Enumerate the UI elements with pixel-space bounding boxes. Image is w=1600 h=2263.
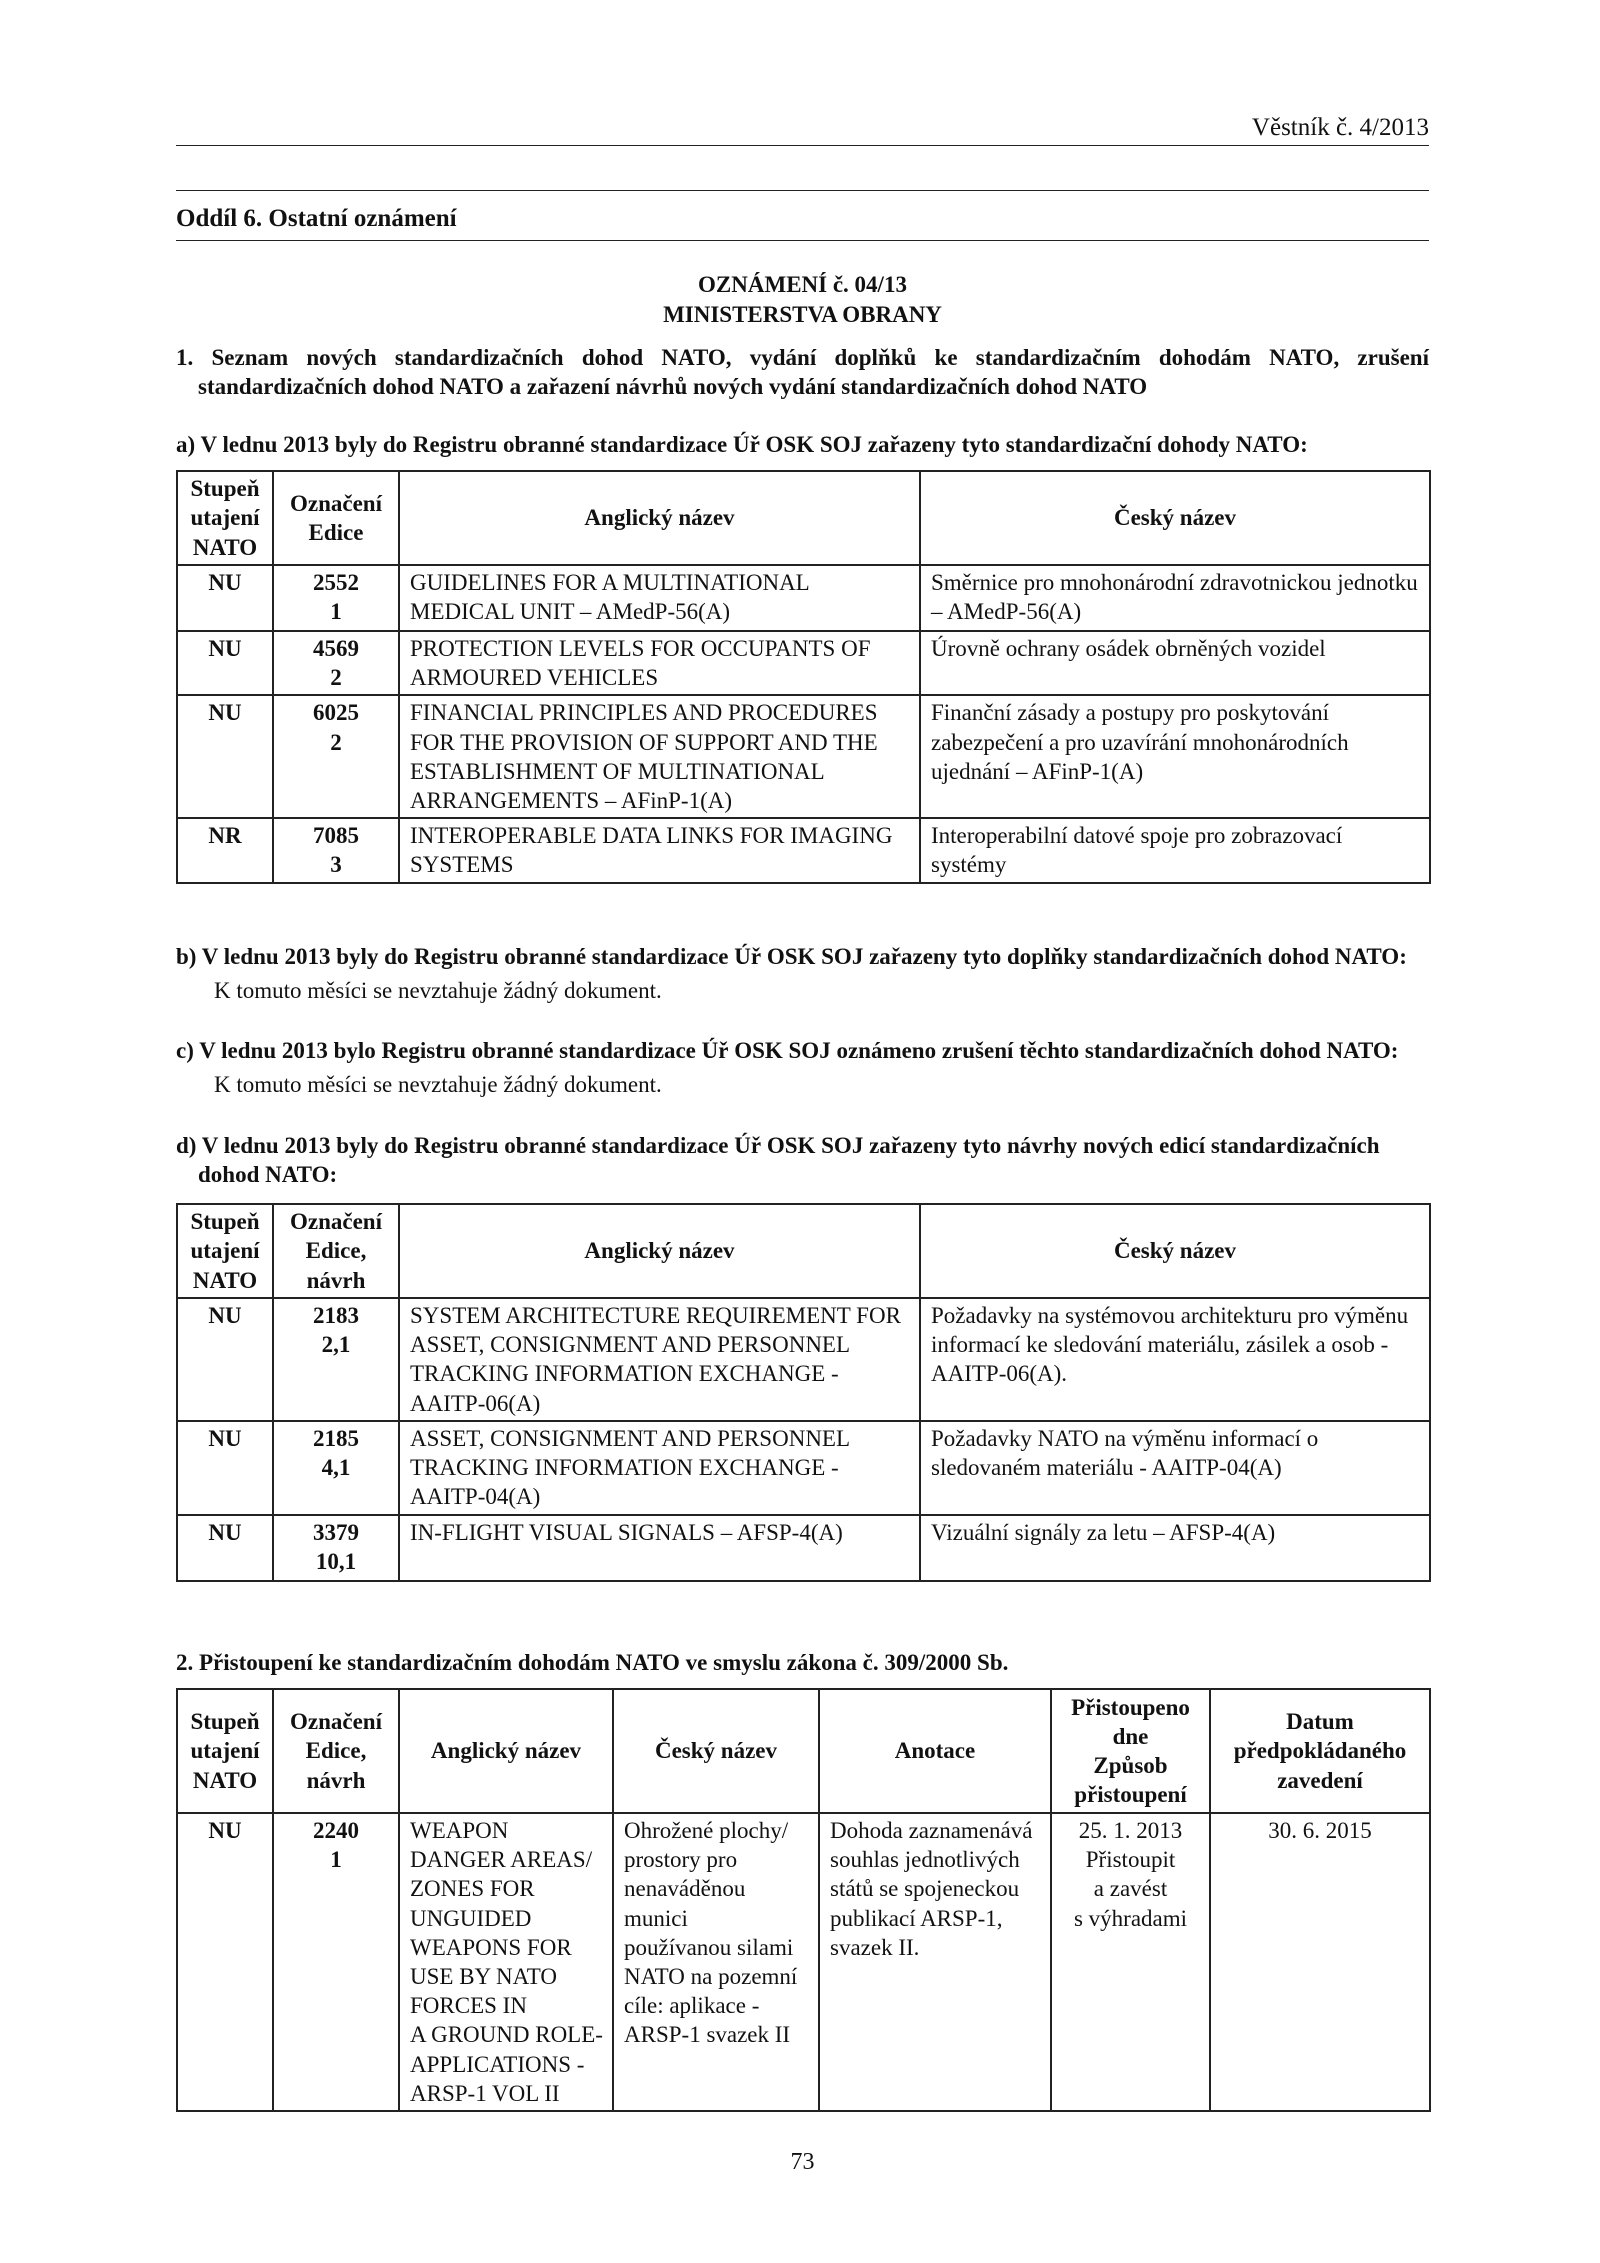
part-b-heading: b) V lednu 2013 byly do Registru obranné standardizace Úř OSK SOJ zařazeny tyto doplňky standardizačních dohod NATO: [176,944,1407,969]
table-header-row [177,1204,1430,1298]
header-designation: Označení Edice [273,471,399,565]
cell-level: NR [177,818,273,882]
table-header-row [177,471,1430,565]
header-implementation-date: Datum předpokládaného zavedení [1210,1689,1430,1813]
cell-english: IN-FLIGHT VISUAL SIGNALS – AFSP-4(A) [399,1515,920,1581]
header-czech: Český název [920,1204,1430,1298]
cell-czech: Požadavky NATO na výměnu informací o sledovaném materiálu - AAITP-04(A) [920,1421,1430,1515]
item-2-heading: 2. Přistoupení ke standardizačním dohodám NATO ve smyslu zákona č. 309/2000 Sb. [176,1650,1009,1675]
table-accession [176,1688,1431,2112]
header-designation: Označení Edice, návrh [273,1689,399,1813]
cell-czech: Finanční zásady a postupy pro poskytování zabezpečení a pro uzavírání mnohonárodních ujednání – AFinP-1(A) [920,695,1430,818]
cell-czech: Interoperabilní datové spoje pro zobrazovací systémy [920,818,1430,882]
cell-designation: 6025 2 [273,695,399,818]
cell-english: ASSET, CONSIGNMENT AND PERSONNEL TRACKING INFORMATION EXCHANGE - AAITP-04(A) [399,1421,920,1515]
cell-level: NU [177,565,273,631]
cell-designation: 2185 4,1 [273,1421,399,1515]
cell-level: NU [177,1813,273,2111]
cell-czech: Směrnice pro mnohonárodní zdravotnickou jednotku – AMedP-56(A) [920,565,1430,631]
table-header-row [177,1689,1430,1813]
running-head: Věstník č. 4/2013 [1251,114,1429,141]
cell-implementation-date: 30. 6. 2015 [1210,1813,1430,2111]
cell-designation: 2552 1 [273,565,399,631]
part-c-heading: c) V lednu 2013 bylo Registru obranné standardizace Úř OSK SOJ oznámeno zrušení těchto standardizačních dohod NATO: [176,1038,1399,1063]
part-d-heading: d) V lednu 2013 byly do Registru obranné standardizace Úř OSK SOJ zařazeny tyto návrhy nových edicí standardizačních dohod NATO: [176,1133,1380,1188]
notice-title [176,270,1429,330]
header-rule [176,145,1429,146]
cell-level: NU [177,1421,273,1515]
header-czech: Český název [920,471,1430,565]
section-rule-top [176,190,1429,191]
header-level: Stupeň utajení NATO [177,1689,273,1813]
part-c-note: K tomuto měsíci se nevztahuje žádný dokument. [214,1072,662,1097]
header-accession: Přistoupeno dne Způsob přistoupení [1051,1689,1210,1813]
cell-english: SYSTEM ARCHITECTURE REQUIREMENT FOR ASSET, CONSIGNMENT AND PERSONNEL TRACKING INFORMATION EXCHANGE - AAITP-06(A) [399,1298,920,1421]
header-level: Stupeň utajení NATO [177,471,273,565]
cell-level: NU [177,695,273,818]
header-level: Stupeň utajení NATO [177,1204,273,1298]
cell-designation: 2183 2,1 [273,1298,399,1421]
page-number: 73 [790,2149,815,2175]
cell-english: INTEROPERABLE DATA LINKS FOR IMAGING SYSTEMS [399,818,920,882]
cell-accession: 25. 1. 2013 Přistoupit a zavést s výhradami [1051,1813,1210,2111]
cell-annotation: Dohoda zaznamenává souhlas jednotlivých států se spojeneckou publikací ARSP-1, svazek II. [819,1813,1051,2111]
cell-czech: Vizuální signály za letu – AFSP-4(A) [920,1515,1430,1581]
header-english: Anglický název [399,1689,613,1813]
section-title: Oddíl 6. Ostatní oznámení [176,205,457,232]
cell-english: PROTECTION LEVELS FOR OCCUPANTS OF ARMOURED VEHICLES [399,631,920,695]
table-row [177,695,1430,818]
header-designation: Označení Edice, návrh [273,1204,399,1298]
table-row [177,818,1430,882]
cell-level: NU [177,631,273,695]
cell-designation: 2240 1 [273,1813,399,2111]
cell-designation: 4569 2 [273,631,399,695]
cell-english: WEAPON DANGER AREAS/ ZONES FOR UNGUIDED WEAPONS FOR USE BY NATO FORCES IN A GROUND ROLE- APPLICATIONS - ARSP-1 VOL II [399,1813,613,2111]
cell-czech: Úrovně ochrany osádek obrněných vozidel [920,631,1430,695]
cell-designation: 3379 10,1 [273,1515,399,1581]
cell-level: NU [177,1298,273,1421]
table-row [177,565,1430,631]
cell-level: NU [177,1515,273,1581]
part-b-note: K tomuto měsíci se nevztahuje žádný dokument. [214,978,662,1003]
cell-designation: 7085 3 [273,818,399,882]
table-draft-editions [176,1203,1431,1582]
table-row [177,1813,1430,2111]
header-english: Anglický název [399,1204,920,1298]
header-annotation: Anotace [819,1689,1051,1813]
cell-english: GUIDELINES FOR A MULTINATIONAL MEDICAL UNIT – AMedP-56(A) [399,565,920,631]
part-a-heading: a) V lednu 2013 byly do Registru obranné standardizace Úř OSK SOJ zařazeny tyto standardizační dohody NATO: [176,432,1308,457]
table-row [177,1515,1430,1581]
header-czech: Český název [613,1689,819,1813]
table-row [177,1421,1430,1515]
item-1-heading: 1. Seznam nových standardizačních dohod NATO, vydání doplňků ke standardizačním dohodám NATO, zrušení standardizačních dohod NATO a zařazení návrhů nových vydání standardizačních dohod NATO [176,345,1429,400]
header-english: Anglický název [399,471,920,565]
table-standards [176,470,1431,884]
cell-english: FINANCIAL PRINCIPLES AND PROCEDURES FOR THE PROVISION OF SUPPORT AND THE ESTABLISHMENT OF MULTINATIONAL ARRANGEMENTS – AFinP-1(A) [399,695,920,818]
cell-czech: Ohrožené plochy/ prostory pro nenaváděnou munici používanou silami NATO na pozemní cíle: aplikace - ARSP-1 svazek II [613,1813,819,2111]
notice-title-line2: MINISTERSTVA OBRANY [663,301,942,327]
cell-czech: Požadavky na systémovou architekturu pro výměnu informací ke sledování materiálu, zásilek a osob - AAITP-06(A). [920,1298,1430,1421]
table-row [177,631,1430,695]
section-rule-bottom [176,240,1429,241]
table-row [177,1298,1430,1421]
notice-title-line1: OZNÁMENÍ č. 04/13 [698,272,907,297]
